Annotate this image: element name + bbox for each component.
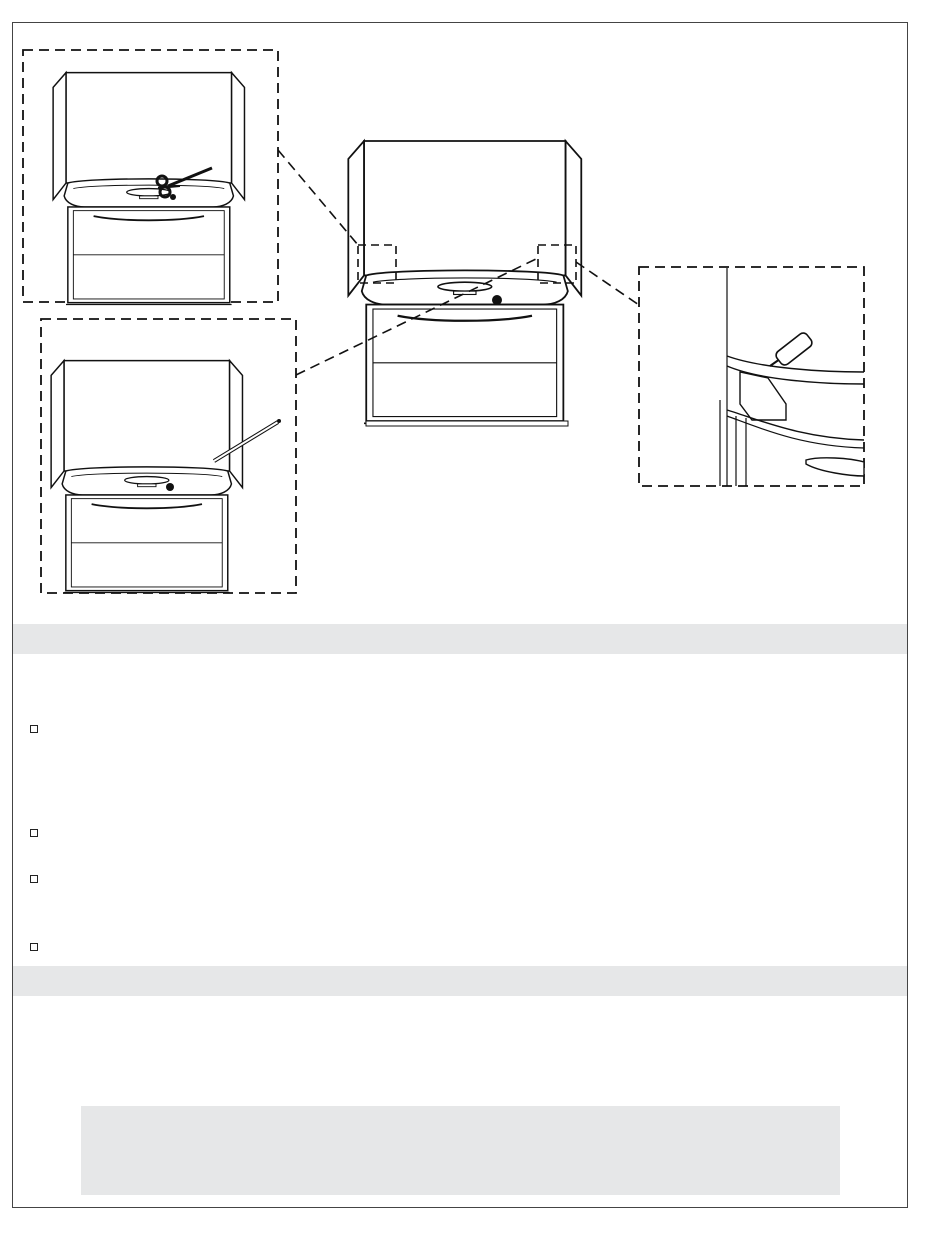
checklist-item	[30, 824, 48, 842]
checkbox-icon[interactable]	[30, 725, 38, 733]
checkbox-icon[interactable]	[30, 943, 38, 951]
checkbox-icon[interactable]	[30, 875, 38, 883]
section-bar	[13, 624, 907, 654]
note-box	[81, 1106, 840, 1195]
section-bar	[13, 966, 907, 996]
installation-illustration	[0, 0, 950, 620]
checkbox-icon[interactable]	[30, 829, 38, 837]
checklist-item	[30, 870, 48, 888]
checklist-item	[30, 720, 48, 738]
checklist-item	[30, 938, 48, 956]
